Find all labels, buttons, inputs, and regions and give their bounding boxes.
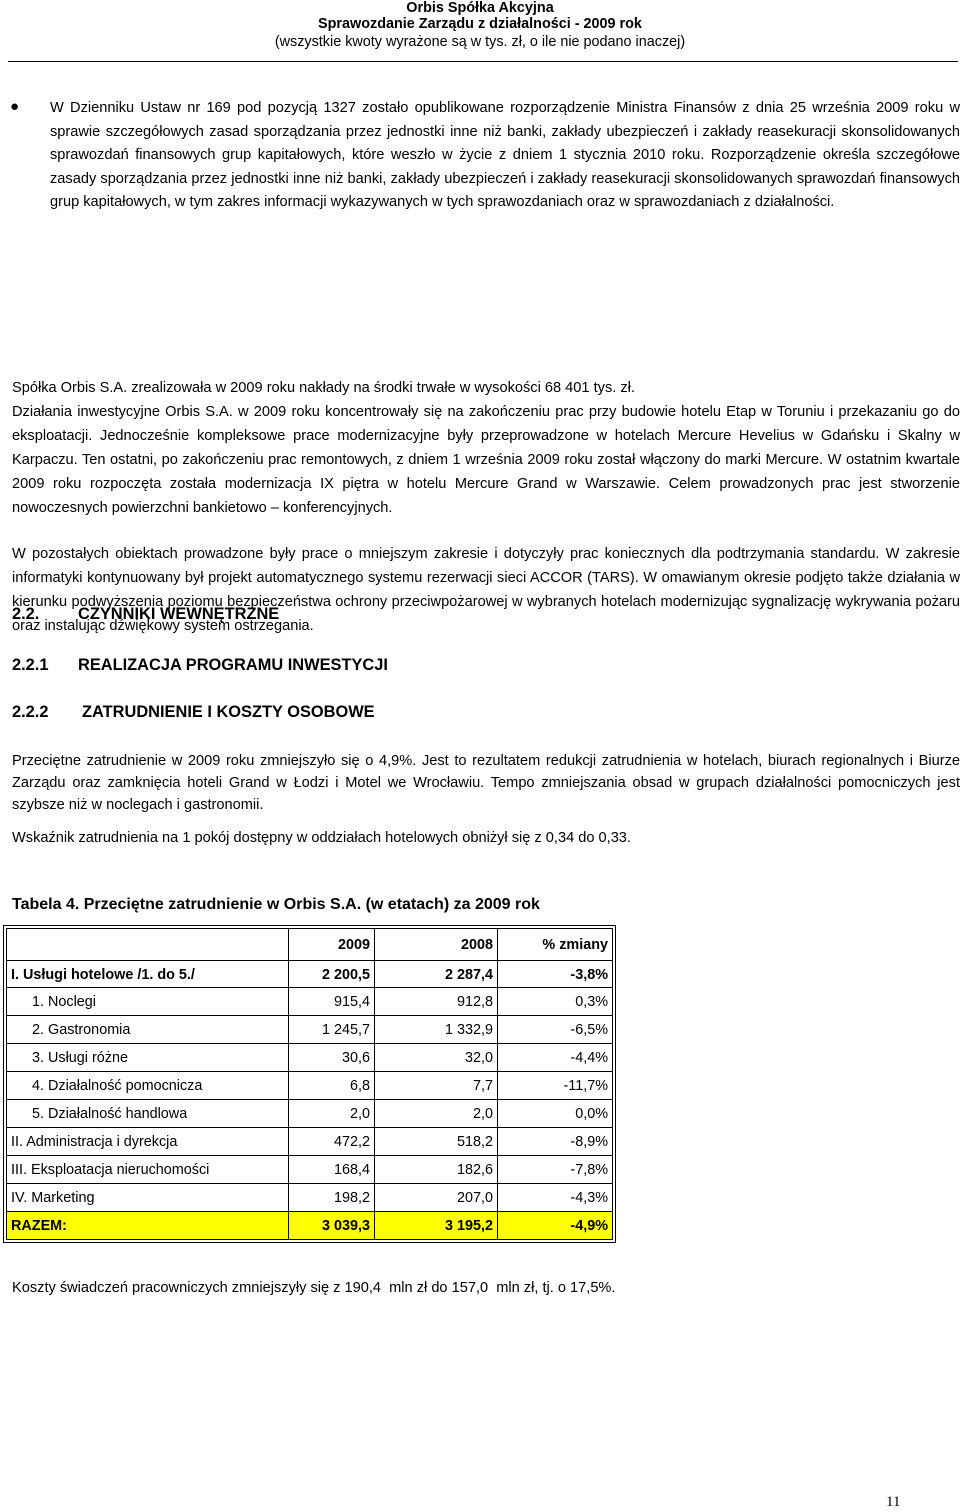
table-row <box>7 987 612 1016</box>
value-2008: 7,7 <box>374 1072 497 1100</box>
value-change: -7,8% <box>497 1156 612 1184</box>
section-heading-investment <box>12 656 612 678</box>
table-title: Tabela 4. Przeciętne zatrudnienie w Orbis S.A. (w etatach) za 2009 rok <box>12 896 540 913</box>
amounts-note: (wszystkie kwoty wyrażone są w tys. zł, o ile nie podano inaczej) <box>274 34 686 50</box>
section-number: 2.2. <box>12 605 40 623</box>
value-change: 0,0% <box>497 1100 612 1128</box>
value-2008: 2,0 <box>374 1100 497 1128</box>
header-cell-label <box>7 929 288 960</box>
value-change: -11,7% <box>497 1072 612 1100</box>
table-header-row <box>7 929 612 960</box>
header-cell-2009: 2009 <box>288 929 374 960</box>
header-cell-change: % zmiany <box>497 929 612 960</box>
value-change: 0,3% <box>497 988 612 1016</box>
value-2009: 2,0 <box>288 1100 374 1128</box>
section-heading-employment <box>12 703 612 725</box>
value-2009: 6,8 <box>288 1072 374 1100</box>
investment-paragraph: Działania inwestycyjne Orbis S.A. w 2009 roku koncentrowały się na zakończeniu prac przy budowie hotelu Etap w Toruniu i przekazaniu go do eksploatacji. Jednocześnie kompleksowe prace modernizacyjne były przeprowadzone w hotelach Mercure Hevelius w Gdańsku i Skalny w Karpaczu. Ten ostatni, po zakończeniu prac remontowych, z dniem 1 września 2009 roku został włączony do marki Mercure. W ostatnim kwartale 2009 roku rozpoczęta została modernizacja IX piętra w hotelu Mercure Grand w Warszawie. Celem prowadzonych prac jest stworzenie nowoczesnych powierzchni bankietowo – konferencyjnych. <box>12 404 960 516</box>
employment-paragraph: Przeciętne zatrudnienie w 2009 roku zmniejszyło się o 4,9%. Jest to rezultatem redukcji zatrudnienia w hotelach, biurach regionalnych i Biurze Zarządu oraz zamknięcia hoteli Grand w Łodzi i Motel we Wrocławiu. Tempo zmniejszania obsad w grupach działalności pomocniczych jest szybsze niż w noclegach i gastronomii. <box>12 753 960 813</box>
value-2009: 915,4 <box>288 988 374 1016</box>
row-label: 2. Gastronomia <box>32 1022 131 1038</box>
value-2008: 207,0 <box>374 1184 497 1212</box>
row-label: 5. Działalność handlowa <box>32 1106 188 1122</box>
header-cell-2008: 2008 <box>374 929 497 960</box>
section-title: ZATRUDNIENIE I KOSZTY OSOBOWE <box>82 703 375 721</box>
employment-ratio-paragraph: Wskaźnik zatrudnienia na 1 pokój dostępny w oddziałach hotelowych obniżył się z 0,34 do 0,33. <box>12 830 631 846</box>
value-2009: 168,4 <box>288 1156 374 1184</box>
value-2008: 518,2 <box>374 1128 497 1156</box>
row-label: III. Eksploatacja nieruchomości <box>11 1162 210 1178</box>
row-label: 3. Usługi różne <box>32 1050 128 1066</box>
value-2009: 30,6 <box>288 1044 374 1072</box>
employment-table-grid <box>6 928 613 1240</box>
bullet-icon: ● <box>10 98 20 115</box>
row-label: 4. Działalność pomocnicza <box>32 1078 203 1094</box>
table-row <box>7 1015 612 1044</box>
report-title: Sprawozdanie Zarządu z działalności - 2009 rok <box>318 16 642 32</box>
header-divider <box>8 61 958 62</box>
value-2009: 3 039,3 <box>288 1212 374 1239</box>
section-number: 2.2.2 <box>12 703 49 721</box>
regulation-paragraph: W Dzienniku Ustaw nr 169 pod pozycją 1327 zostało opublikowane rozporządzenie Ministra Finansów z dnia 25 września 2009 roku w sprawie szczegółowych zasad sporządzania przez jednostki inne niż banki, zakłady ubezpieczeń i zakłady reasekuracji skonsolidowanych sprawozdań finansowych grup kapitałowych, które weszło w życie z dniem 1 stycznia 2010 roku. Rozporządzenie określa szczegółowe zasady sporządzania przez jednostki inne niż banki, zakłady ubezpieczeń i zakłady reasekuracji skonsolidowanych sprawozdań finansowych grup kapitałowych, w tym zakres informacji wykazywanych w tych sprawozdaniach oraz w sprawozdaniach z działalności. <box>50 100 960 211</box>
value-2009: 472,2 <box>288 1128 374 1156</box>
employment-table <box>3 925 616 1243</box>
table-row <box>7 960 612 988</box>
page-number: 11 <box>886 1494 901 1510</box>
closing-paragraph: Koszty świadczeń pracowniczych zmniejszyły się z 190,4 mln zł do 157,0 mln zł, tj. o 17,5%. <box>12 1280 616 1296</box>
section-number: 2.2.1 <box>12 656 49 674</box>
table-row <box>7 1155 612 1184</box>
value-change: -4,9% <box>497 1212 612 1239</box>
company-name: Orbis Spółka Akcyjna <box>406 0 554 16</box>
row-label: IV. Marketing <box>11 1190 95 1206</box>
value-change: -6,5% <box>497 1016 612 1044</box>
row-label: I. Usługi hotelowe /1. do 5./ <box>11 966 195 983</box>
table-row <box>7 1127 612 1156</box>
table-row <box>7 1071 612 1100</box>
row-label: 1. Noclegi <box>32 994 96 1010</box>
value-2008: 3 195,2 <box>374 1212 497 1239</box>
value-change: -3,8% <box>497 961 612 988</box>
table-total-row <box>7 1211 612 1239</box>
value-2008: 182,6 <box>374 1156 497 1184</box>
value-2008: 912,8 <box>374 988 497 1016</box>
value-2009: 198,2 <box>288 1184 374 1212</box>
value-2009: 1 245,7 <box>288 1016 374 1044</box>
section-title: REALIZACJA PROGRAMU INWESTYCJI <box>78 656 388 674</box>
value-change: -4,3% <box>497 1184 612 1212</box>
other-works-paragraph: W pozostałych obiektach prowadzone były prace o mniejszym zakresie i dotyczyły prac koniecznych dla podtrzymania standardu. W zakresie informatyki kontynuowany był projekt automatycznego systemu rezerwacji sieci ACCOR (TARS). W omawianym okresie podjęto także działania w kierunku podwyższenia poziomu bezpieczeństwa ochrony przeciwpożarowej w wybranych hotelach modernizując sygnalizację wykrywania pożaru oraz instalując dźwiękowy system ostrzegania. <box>12 546 960 634</box>
value-change: -4,4% <box>497 1044 612 1072</box>
row-label: II. Administracja i dyrekcja <box>11 1134 178 1150</box>
investment-summary: Spółka Orbis S.A. zrealizowała w 2009 roku nakłady na środki trwałe w wysokości 68 401 tys. zł. <box>12 380 635 396</box>
table-row <box>7 1043 612 1072</box>
value-2008: 32,0 <box>374 1044 497 1072</box>
value-2008: 2 287,4 <box>374 961 497 988</box>
section-title: CZYNNIKI WEWNĘTRZNE <box>78 605 280 623</box>
value-2009: 2 200,5 <box>288 961 374 988</box>
value-2008: 1 332,9 <box>374 1016 497 1044</box>
table-row <box>7 1099 612 1128</box>
table-row <box>7 1183 612 1212</box>
value-change: -8,9% <box>497 1128 612 1156</box>
row-label: RAZEM: <box>11 1217 67 1234</box>
